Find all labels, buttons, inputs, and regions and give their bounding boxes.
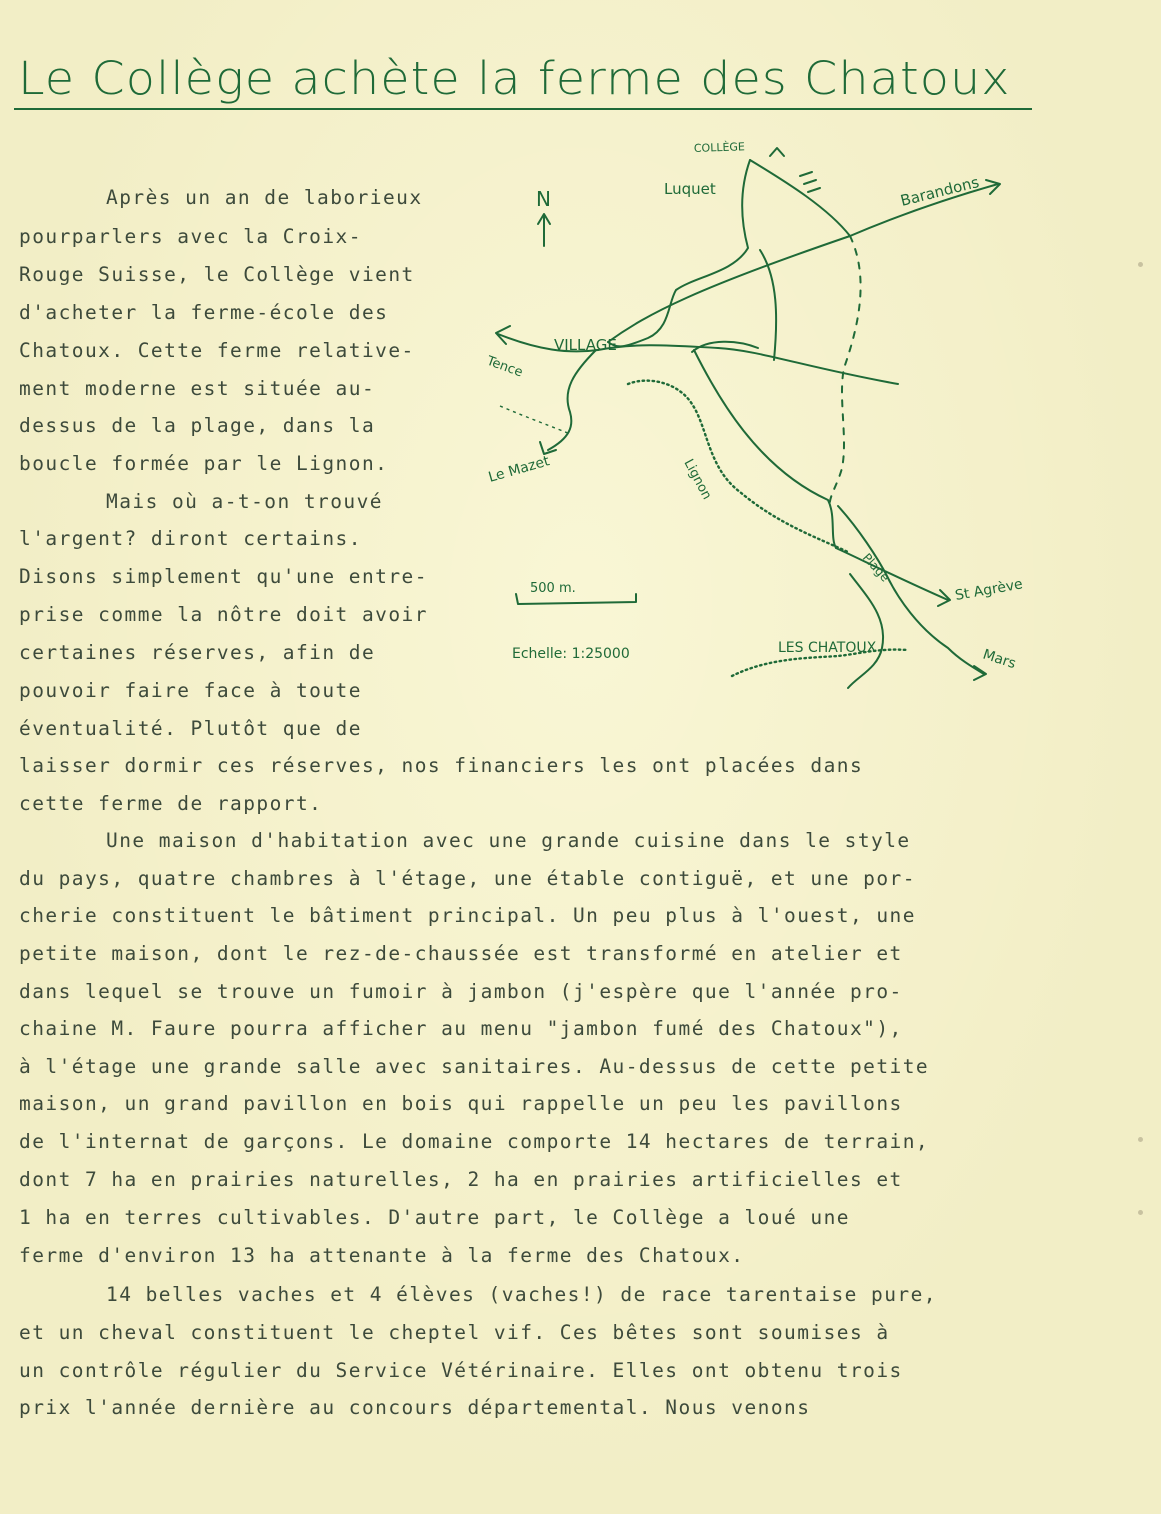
road-to-le-mazet [548,350,596,450]
text-line: à l'étage une grande salle avec sanitaires. Au-dessus de cette petite [19,1055,930,1078]
map-label-st-agreve: St Agrève [953,576,1024,604]
road-branch [692,342,758,352]
map-label-les-chatoux: LES CHATOUX [778,640,877,656]
text-line: cette ferme de rapport. [19,792,323,815]
text-line: boucle formée par le Lignon. [19,452,389,475]
text-line: prise comme la nôtre doit avoir [19,603,428,626]
text-line: chaine M. Faure pourra afficher au menu "jambon fumé des Chatoux"), [19,1017,903,1040]
road-middle [608,236,850,342]
map-label-plage: Plage [859,550,893,585]
map-label-scale: 500 m. [530,581,576,596]
hand-drawn-map [478,128,1038,698]
text-line: dont 7 ha en prairies naturelles, 2 ha en prairies artificielles et [19,1168,903,1191]
map-label-mars: Mars [980,646,1018,673]
text-line: cherie constituent le bâtiment principal. Un peu plus à l'ouest, une [19,904,916,927]
text-line: du pays, quatre chambres à l'étage, une étable contiguë, et une por- [19,867,916,890]
map-label-tence: Tence [484,353,525,381]
text-line: 1 ha en terres cultivables. D'autre part, le Collège a loué une [19,1206,850,1229]
text-line: pourparlers avec la Croix- [19,225,362,248]
text-line: dessus de la plage, dans la [19,414,376,437]
text-line: certaines réserves, afin de [19,641,376,664]
mars-arrowhead [974,666,986,680]
map-label-luquet: Luquet [664,180,716,198]
text-line: ferme d'environ 13 ha attenante à la ferme des Chatoux. [19,1244,745,1267]
paper-mark [1138,1210,1143,1215]
road-chatoux [848,574,883,688]
text-line: pouvoir faire face à toute [19,679,362,702]
text-line: éventualité. Plutôt que de [19,717,362,740]
map-label-north: N [536,187,551,211]
text-line: l'argent? diront certains. [19,527,362,550]
college-marker-icon [770,148,784,156]
road-to-barandons [750,160,998,236]
road-village-east [598,345,898,384]
text-line: petite maison, dont le rez-de-chaussée est transformé en atelier et [19,942,903,965]
lignon-river [628,381,848,552]
map-label-village: VILLAGE [554,336,617,354]
page-title: Le Collège achète la ferme des Chatoux [18,52,1011,105]
map-label-lignon: Lignon [680,456,715,503]
paper-mark [1138,1137,1143,1142]
title-underline [14,108,1032,110]
map-label-barandons: Barandons [898,172,981,210]
text-line: de l'internat de garçons. Le domaine comporte 14 hectares de terrain, [19,1130,930,1153]
text-line: ment moderne est située au- [19,377,376,400]
map-label-college: COLLÈGE [693,140,746,155]
text-line: 14 belles vaches et 4 élèves (vaches!) de race tarentaise pure, [106,1283,937,1306]
text-line: Mais où a-t-on trouvé [106,490,383,513]
text-line: maison, un grand pavillon en bois qui rappelle un peu les pavillons [19,1092,903,1115]
road-dashed-village [500,406,570,434]
text-line: un contrôle régulier du Service Vétérinaire. Elles ont obtenu trois [19,1359,903,1382]
text-line: prix l'année dernière au concours départemental. Nous venons [19,1396,811,1419]
map-label-echelle: Echelle: 1:25000 [512,646,630,662]
text-line: Rouge Suisse, le Collège vient [19,263,415,286]
text-line: laisser dormir ces réserves, nos financiers les ont placées dans [19,754,864,777]
paper-mark [1138,262,1143,267]
text-line: Chatoux. Cette ferme relative- [19,339,415,362]
text-line: dans lequel se trouve un fumoir à jambon (j'espère que l'année pro- [19,980,903,1003]
building-marks [800,172,820,192]
text-line: d'acheter la ferme-école des [19,301,389,324]
le-mazet-arrowhead [540,442,556,454]
text-line: et un cheval constituent le cheptel vif. Ces bêtes sont soumises à [19,1321,890,1344]
text-line: Une maison d'habitation avec une grande cuisine dans le style [106,829,911,852]
north-arrow-icon [538,214,550,246]
map-label-le-mazet: Le Mazet [486,453,552,486]
text-line: Après un an de laborieux [106,186,423,209]
road-to-plage [694,350,836,548]
text-line: Disons simplement qu'une entre- [19,565,428,588]
